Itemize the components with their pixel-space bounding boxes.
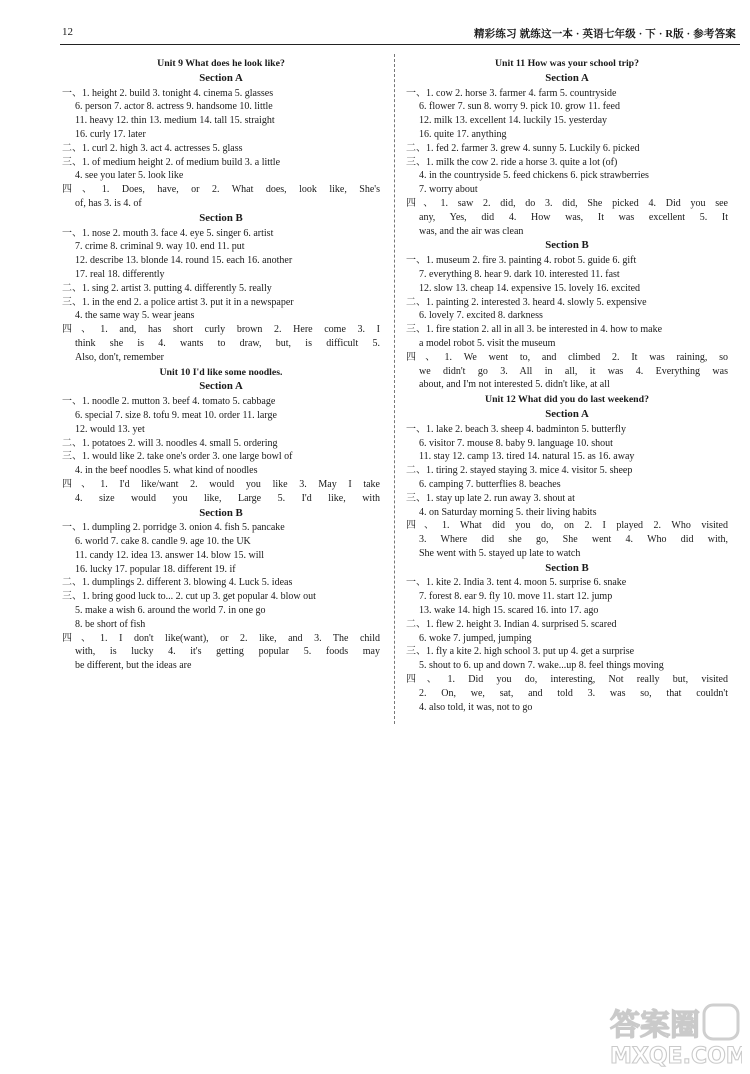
answer-line: 12. describe 13. blonde 14. round 15. each 16. another <box>75 255 293 267</box>
unit-title: Unit 12 What did you do last weekend? <box>485 394 649 406</box>
answer-line: 6. world 7. cake 8. candle 9. age 10. the UK <box>75 536 251 548</box>
answer-line: 6. person 7. actor 8. actress 9. handsome 10. little <box>75 101 273 113</box>
answer-line: 16. curly 17. later <box>75 128 146 140</box>
header-rule <box>60 44 740 45</box>
answer-line: 11. candy 12. idea 13. answer 14. blow 15. will <box>75 549 265 561</box>
answer-line: 四、1. We went to, and climbed 2. It was raining, so <box>406 351 728 363</box>
answer-line: 三、1. fly a kite 2. high school 3. put up 4. get a surprise <box>406 646 635 658</box>
section-heading: Section B <box>199 211 243 224</box>
answer-line: was, and the air was clean <box>419 225 524 237</box>
answer-line: 四、1. Does, have, or 2. What does, look like, She's <box>62 184 380 196</box>
answer-line: 7. worry about <box>419 184 478 196</box>
answer-line: 16. lucky 17. popular 18. different 19. if <box>75 563 236 575</box>
answer-line: 2. On, we, sat, and told 3. was so, that couldn't <box>419 687 728 699</box>
answer-line: 12. would 13. yet <box>75 423 145 435</box>
answer-line: 四、1. saw 2. did, do 3. did, She picked 4. Did you see <box>406 197 728 209</box>
answer-line: 一、1. height 2. build 3. tonight 4. cinema 5. glasses <box>62 87 274 99</box>
answer-line: 三、1. would like 2. take one's order 3. one large bowl of <box>62 451 293 463</box>
answer-line: 二、1. flew 2. height 3. Indian 4. surprised 5. scared <box>406 618 617 630</box>
section-heading: Section B <box>199 506 243 519</box>
answer-line: 三、1. milk the cow 2. ride a horse 3. quite a lot (of) <box>406 156 618 168</box>
answer-line: 11. stay 12. camp 13. tired 14. natural 15. as 16. away <box>419 451 635 463</box>
answer-line: 3. Where did she go, She went 4. Who did with, <box>419 534 728 546</box>
answer-line: of, has 3. is 4. of <box>75 197 142 209</box>
left-answer-column <box>62 56 380 673</box>
answer-line: 7. everything 8. hear 9. dark 10. interested 11. fast <box>419 268 620 280</box>
answer-line: 4. see you later 5. look like <box>75 170 184 182</box>
answer-line: 一、1. cow 2. horse 3. farmer 4. farm 5. countryside <box>406 87 617 99</box>
answer-line: 一、1. nose 2. mouth 3. face 4. eye 5. singer 6. artist <box>62 227 274 239</box>
answer-line: 5. shout to 6. up and down 7. wake...up 8. feel things moving <box>419 660 664 672</box>
answer-line: 三、1. stay up late 2. run away 3. shout at <box>406 492 575 504</box>
answer-line: 四、1. Did you do, interesting, Not really but, visited <box>406 674 728 686</box>
answer-line: 三、1. in the end 2. a police artist 3. put it in a newspaper <box>62 296 294 308</box>
section-heading: Section A <box>545 407 589 420</box>
answer-line: 四、1. What did you do, on 2. I played 2. Who visited <box>406 520 728 532</box>
watermark-line1: 答案圈 <box>610 1008 700 1043</box>
page-header <box>60 26 740 44</box>
answer-line: we didn't go 3. All in all, it was 4. Everything was <box>419 365 728 377</box>
answer-line: 4. in the beef noodles 5. what kind of noodles <box>75 465 258 477</box>
answer-line: 16. quite 17. anything <box>419 128 507 140</box>
section-heading: Section B <box>545 239 589 252</box>
answer-line: 二、1. potatoes 2. will 3. noodles 4. small 5. ordering <box>62 437 278 449</box>
answer-line: 4. size would you like, Large 5. I'd like, with <box>75 492 380 504</box>
unit-title: Unit 10 I'd like some noodles. <box>159 366 283 378</box>
answer-line: 6. special 7. size 8. tofu 9. meat 10. order 11. large <box>75 409 277 421</box>
answer-line: be different, but the ideas are <box>75 660 192 672</box>
watermark-logo <box>604 999 742 1069</box>
answer-line: 12. slow 13. cheap 14. expensive 15. lovely 16. excited <box>419 282 641 294</box>
answer-line: think she is 4. wants to draw, but, is difficult 5. <box>75 337 380 349</box>
unit-title: Unit 11 How was your school trip? <box>494 58 640 69</box>
answer-line: 13. wake 14. high 15. scared 16. into 17. ago <box>419 605 599 617</box>
answer-line: 6. camping 7. butterflies 8. beaches <box>419 478 561 490</box>
answer-line: 二、1. sing 2. artist 3. putting 4. differently 5. really <box>62 282 272 294</box>
answer-line: 四、1. I don't like(want), or 2. like, and 3. The child <box>62 632 380 644</box>
answer-line: 一、1. dumpling 2. porridge 3. onion 4. fish 5. pancake <box>62 522 285 534</box>
section-heading: Section A <box>199 71 243 84</box>
answer-line: 5. make a wish 6. around the world 7. in one go <box>75 605 266 617</box>
answer-line: 7. forest 8. ear 9. fly 10. move 11. start 12. jump <box>419 591 613 603</box>
column-divider <box>394 54 395 724</box>
answer-line: 4. in the countryside 5. feed chickens 6. pick strawberries <box>419 170 649 182</box>
answer-line: 三、1. of medium height 2. of medium build 3. a little <box>62 156 281 168</box>
answer-line: with, is lucky 4. it's getting popular 5. foods may <box>75 646 380 658</box>
answer-line: 6. woke 7. jumped, jumping <box>419 632 532 644</box>
section-heading: Section B <box>545 561 589 574</box>
page-number: 12 <box>62 26 73 38</box>
answer-line: 6. lovely 7. excited 8. darkness <box>419 310 543 322</box>
answer-line: 11. heavy 12. thin 13. medium 14. tall 15. straight <box>75 115 275 127</box>
answer-line: 一、1. lake 2. beach 3. sheep 4. badminton 5. butterfly <box>406 423 626 435</box>
unit-title: Unit 9 What does he look like? <box>157 58 285 69</box>
answer-line: 二、1. dumplings 2. different 3. blowing 4. Luck 5. ideas <box>62 577 293 589</box>
answer-line: 三、1. bring good luck to... 2. cut up 3. get popular 4. blow out <box>62 591 316 603</box>
answer-line: 6. visitor 7. mouse 8. baby 9. language 10. shout <box>419 437 613 449</box>
watermark-graphic <box>604 999 742 1069</box>
answer-line: 四、1. I'd like/want 2. would you like 3. May I take <box>62 478 380 490</box>
answer-line: She went with 5. stayed up late to watch <box>419 547 581 559</box>
right-answer-column <box>406 56 728 714</box>
answer-line: 一、1. kite 2. India 3. tent 4. moon 5. surprise 6. snake <box>406 577 627 589</box>
answer-line: 8. be short of fish <box>75 618 146 630</box>
header-title: 精彩练习 就练这一本 · 英语七年级 · 下 · R版 · 参考答案 <box>473 29 736 40</box>
answer-line: about, and I'm not interested 5. didn't like, at all <box>419 379 610 391</box>
answer-line: 三、1. fire station 2. all in all 3. be interested in 4. how to make <box>406 324 663 336</box>
answer-line: 二、1. tiring 2. stayed staying 3. mice 4. visitor 5. sheep <box>406 465 633 477</box>
answer-line: 二、1. painting 2. interested 3. heard 4. slowly 5. expensive <box>406 296 647 308</box>
section-heading: Section A <box>199 380 243 393</box>
section-heading: Section A <box>545 71 589 84</box>
answer-line: 一、1. museum 2. fire 3. painting 4. robot 5. guide 6. gift <box>406 255 637 267</box>
answer-line: 4. the same way 5. wear jeans <box>75 310 195 322</box>
answer-line: 4. on Saturday morning 5. their living habits <box>419 506 597 518</box>
answer-line: Also, don't, remember <box>75 351 165 363</box>
answer-line: a model robot 5. visit the museum <box>419 337 556 349</box>
watermark-line2: MXQE.COM <box>610 1044 742 1069</box>
answer-line: 4. also told, it was, not to go <box>419 701 533 713</box>
answer-line: 二、1. curl 2. high 3. act 4. actresses 5. glass <box>62 142 243 154</box>
answer-line: 6. flower 7. sun 8. worry 9. pick 10. grow 11. feed <box>419 101 620 113</box>
watermark-circle-icon <box>704 1005 738 1039</box>
answer-line: 四、1. and, has short curly brown 2. Here come 3. I <box>62 324 380 336</box>
answer-line: 17. real 18. differently <box>75 268 165 280</box>
answer-line: 一、1. noodle 2. mutton 3. beef 4. tomato 5. cabbage <box>62 396 276 408</box>
answer-line: 7. crime 8. criminal 9. way 10. end 11. put <box>75 241 245 253</box>
answer-line: 12. milk 13. excellent 14. luckily 15. yesterday <box>419 115 608 127</box>
answer-line: any, Yes, did 4. How was, It was excellent 5. It <box>419 211 728 223</box>
answer-line: 二、1. fed 2. farmer 3. grew 4. sunny 5. Luckily 6. picked <box>406 142 640 154</box>
